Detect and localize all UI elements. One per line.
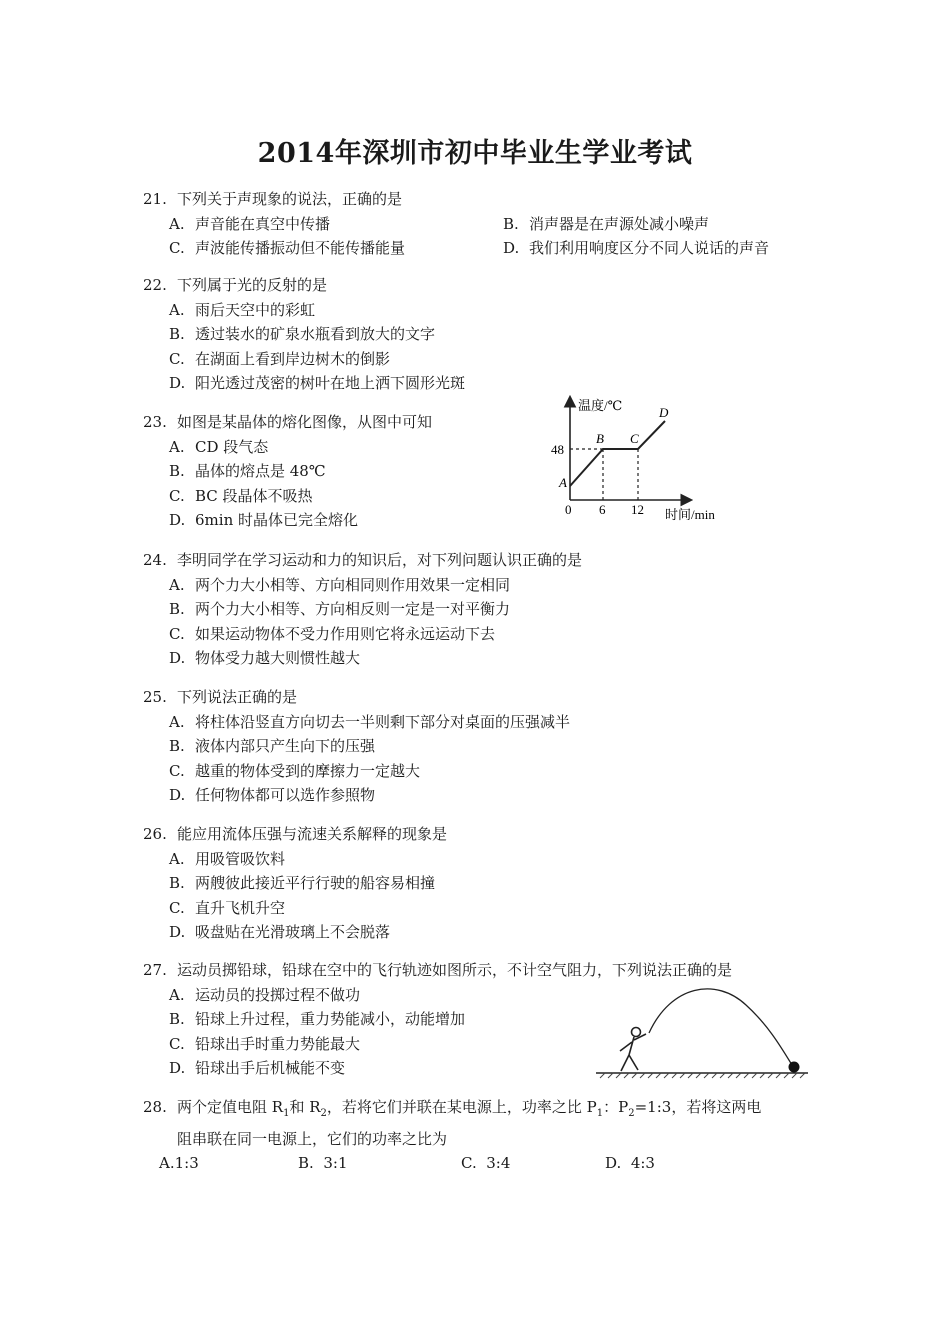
question-stem-line2: 阻串联在同一电源上，它们的功率之比为 (177, 1129, 448, 1148)
shot-put-ball (789, 1062, 800, 1073)
option-d: D. 4:3 (605, 1154, 655, 1173)
exam-title: 2014年深圳市初中毕业生学业考试 (257, 138, 693, 169)
option-c: C. 在湖面上看到岸边树木的倒影 (169, 349, 391, 368)
question-number: 25. (143, 688, 167, 706)
option-a: A. 声音能在真空中传播 (169, 214, 331, 233)
point-b: B (596, 431, 604, 446)
question-number: 21. (143, 190, 167, 208)
option-a: A. 将柱体沿竖直方向切去一半则剩下部分对桌面的压强减半 (169, 712, 571, 731)
option-a: A.1:3 (159, 1154, 199, 1173)
option-d: D. 6min 时晶体已完全熔化 (169, 511, 358, 530)
question-28 (143, 1095, 761, 1176)
option-b: B. 液体内部只产生向下的压强 (169, 737, 376, 756)
point-c: C (630, 431, 639, 446)
option-b: B. 两艘彼此接近平行行驶的船容易相撞 (169, 874, 436, 893)
option-a: A. CD 段气态 (169, 437, 269, 456)
point-a: A (559, 475, 567, 490)
point-d: D (659, 405, 669, 420)
origin-label: 0 (565, 502, 572, 517)
option-c: C. 越重的物体受到的摩擦力一定越大 (169, 761, 421, 780)
x-axis-label: 时间/min (665, 507, 715, 522)
option-a: A. 运动员的投掷过程不做功 (169, 985, 361, 1004)
question-number: 27. (143, 961, 167, 979)
ball-trajectory (649, 989, 792, 1065)
option-d: D. 物体受力越大则惯性越大 (169, 649, 361, 668)
option-d: D. 吸盘贴在光滑玻璃上不会脱落 (169, 923, 391, 942)
question-26 (143, 822, 447, 945)
y-tick-48: 48 (551, 442, 564, 457)
shot-put-illustration (596, 985, 810, 1080)
question-25 (143, 685, 570, 808)
option-b: B. 透过装水的矿泉水瓶看到放大的文字 (169, 325, 436, 344)
question-stem: 两个定值电阻 $R_1$和 $R_2$，若将它们并联在某电源上，功率之比 $P_1$：$P_2=1:3$，若将这两电 (177, 1098, 762, 1119)
option-a: A. 用吸管吸饮料 (169, 849, 286, 868)
option-d: D. 阳光透过茂密的树叶在地上洒下圆形光斑 (169, 374, 466, 393)
option-d: D. 任何物体都可以选作参照物 (169, 786, 376, 805)
option-b: B. 消声器是在声源处减小噪声 (503, 214, 710, 233)
question-23 (143, 410, 432, 533)
option-c: C. 如果运动物体不受力作用则它将永远运动下去 (169, 624, 496, 643)
x-tick-12: 12 (631, 502, 644, 517)
question-stem: 如图是某晶体的熔化图像，从图中可知 (177, 413, 433, 431)
question-stem: 下列说法正确的是 (177, 688, 298, 706)
question-number: 22. (143, 276, 167, 294)
question-number: 24. (143, 551, 167, 569)
option-a: A. 雨后天空中的彩虹 (169, 300, 316, 319)
option-b: B. 晶体的熔点是 48℃ (169, 462, 326, 481)
option-c: C. 3:4 (461, 1154, 511, 1173)
question-stem: 能应用流体压强与流速关系解释的现象是 (177, 825, 448, 843)
melting-curve (570, 421, 665, 486)
option-b: B. 铅球上升过程，重力势能减小，动能增加 (169, 1010, 466, 1029)
question-stem: 下列关于声现象的说法，正确的是 (177, 190, 403, 208)
option-b: B. 两个力大小相等、方向相反则一定是一对平衡力 (169, 600, 511, 619)
athlete-figure (620, 1028, 646, 1072)
option-c: C. 声波能传播振动但不能传播能量 (169, 239, 406, 258)
option-c: C. 铅球出手时重力势能最大 (169, 1034, 361, 1053)
question-number: 26. (143, 825, 167, 843)
question-24 (143, 548, 582, 671)
option-d: D. 我们利用响度区分不同人说话的声音 (503, 239, 770, 258)
question-stem: 运动员掷铅球，铅球在空中的飞行轨迹如图所示，不计空气阻力，下列说法正确的是 (177, 961, 733, 979)
question-22 (143, 273, 465, 396)
option-c: C. 直升飞机升空 (169, 898, 286, 917)
question-stem: 李明同学在学习运动和力的知识后，对下列问题认识正确的是 (177, 551, 583, 569)
question-number: 28. (143, 1098, 167, 1116)
option-c: C. BC 段晶体不吸热 (169, 486, 313, 505)
question-number: 23. (143, 413, 167, 431)
option-d: D. 铅球出手后机械能不变 (169, 1059, 346, 1078)
question-21 (143, 187, 770, 261)
x-tick-6: 6 (599, 502, 606, 517)
question-stem: 下列属于光的反射的是 (177, 276, 328, 294)
option-b: B. 3:1 (298, 1154, 348, 1173)
y-axis-label: 温度/℃ (578, 398, 623, 413)
option-a: A. 两个力大小相等、方向相同则作用效果一定相同 (169, 575, 511, 594)
melting-graph (540, 388, 740, 528)
